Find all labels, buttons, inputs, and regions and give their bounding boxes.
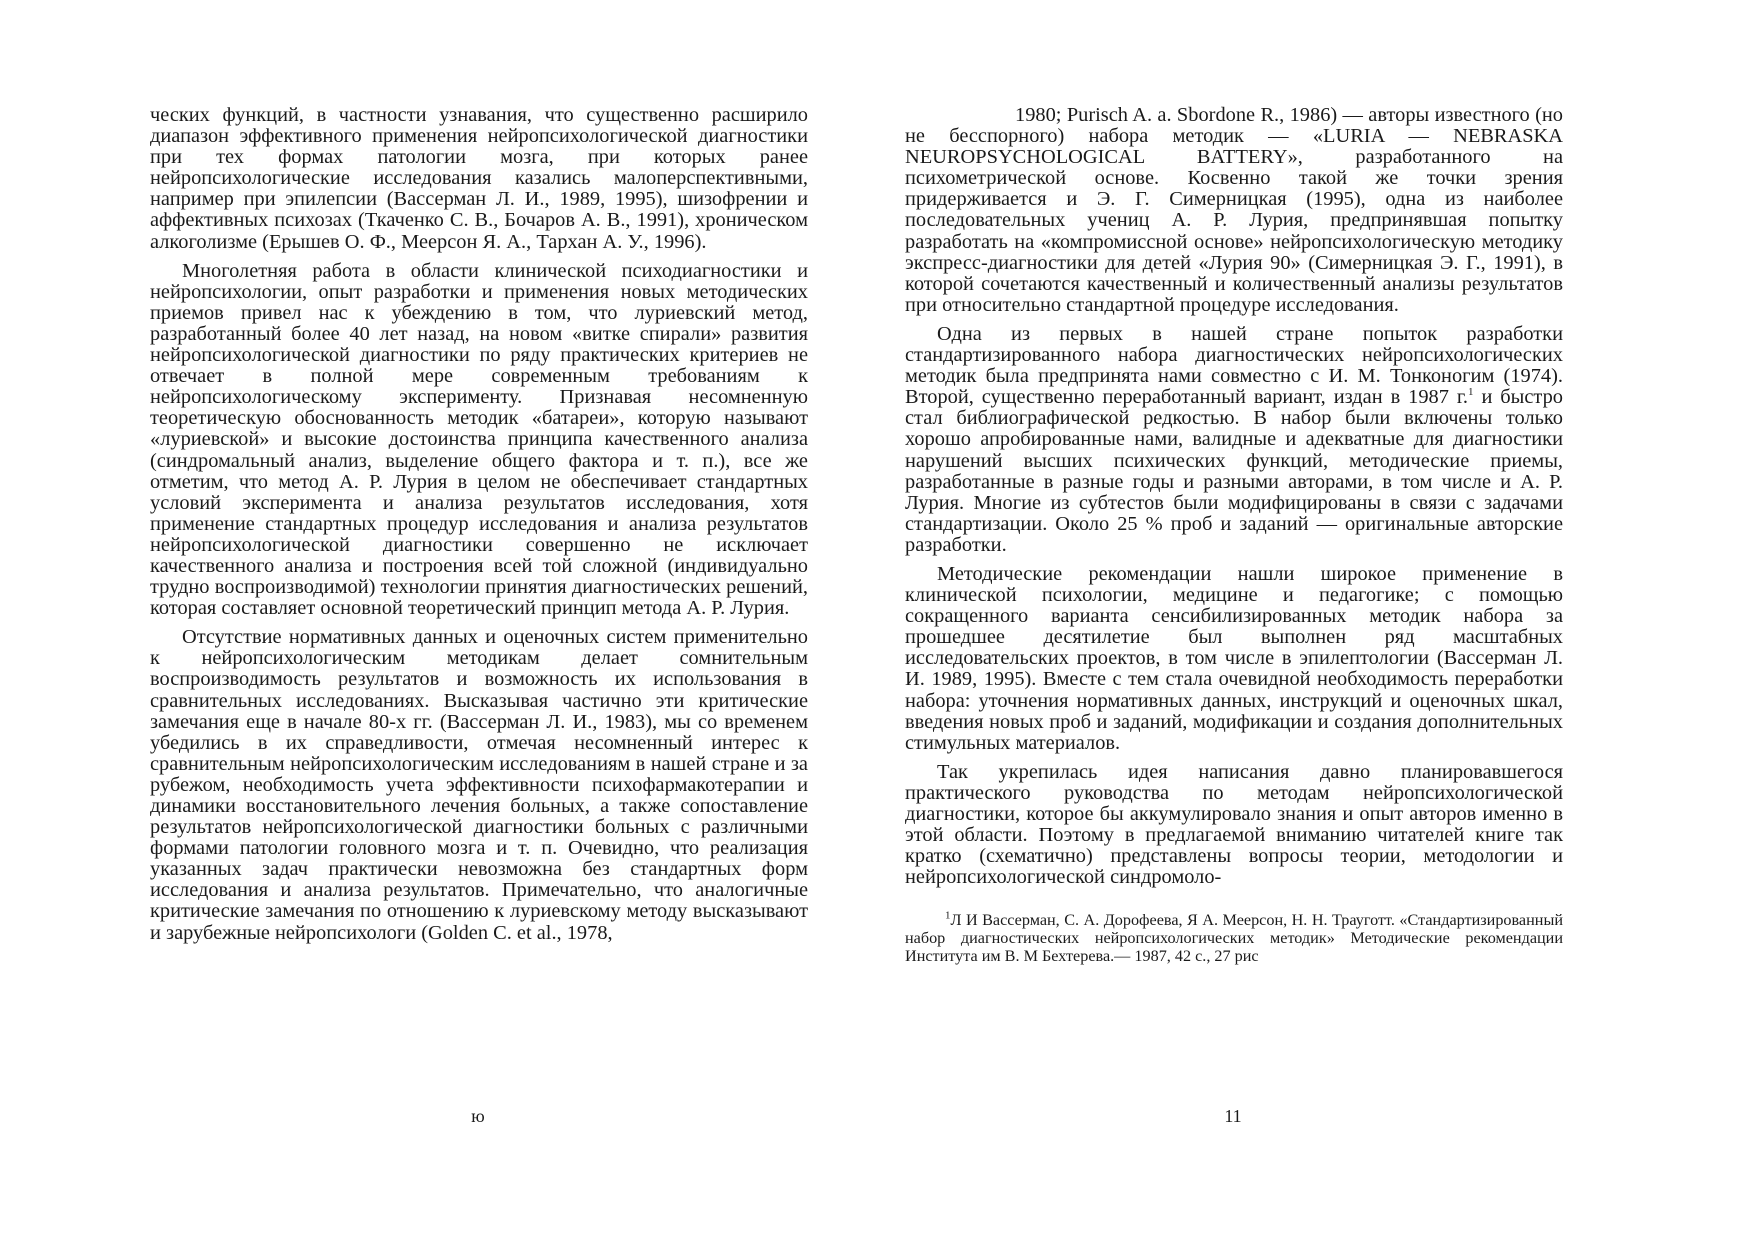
left-paragraph-3: Отсутствие нормативных данных и оценочных систем применительно к нейропсихологическим методикам делает сомнительным воспроизводимость результатов и возможность их использования в сравнительных исследованиях. Высказывая частично эти критические замечания еще в начале 80-х гг. (Вассерман Л. И., 1983), мы со временем убедились в их справедливости, отмечая несомненный интерес к сравнительным нейропсихологическим исследованиям в нашей стране и за рубежом, необходимость учета эффективности психофармакотерапии и динамики восстановительного лечения больных, а также сопоставление результатов нейропсихологической диагностики больных с различными формами патологии головного мозга и т. п. Очевидно, что реализация указанных задач практически невозможна без стандартных форм исследования и анализа результатов. Примечательно, что аналогичные критические замечания по отношению к луриевскому методу высказывают и зарубежные нейропсихологи (Golden C. et al., 1978, <box>150 626 808 944</box>
right-paragraph-1: 1980; Purisch A. a. Sbordone R., 1986) — авторы известного (но не бесспорного) набора методик — «LURIA — NEBRASKA NEUROPSYCHOLOGICAL BATTERY», разработанного на психометрической основе. Косвенно такой же точки зрения придерживается и Э. Г. Симерницкая (1995), одна из наиболее последовательных учениц А. Р. Лурия, предпринявшая попытку разработать на «компромиссной основе» нейропсихологическую методику экспресс-диагностики для детей «Лурия 90» (Симерницкая Э. Г., 1991), в которой сочетаются качественный и количественный анализы результатов при относительно стандартной процедуре исследования. <box>905 104 1563 316</box>
right-page <box>905 105 1563 965</box>
footnote <box>905 909 1563 965</box>
right-paragraph-2-text-a: Одна из первых в нашей стране попыток разработки стандартизированного набора диагностических нейропсихологических методик была предпринята нами совместно с И. М. Тонконогим (1974). Второй, существенно переработанный вариант, издан в 1987 г. <box>905 322 1563 409</box>
footnote-text: Л И Вассерман, С. А. Дорофеева, Я А. Меерсон, Н. Н. Трауготт. «Стандартизированный набор диагностических нейропсихологических методик» Методические рекомендации Института им В. М Бехтерева.— 1987, 42 с., 27 рис <box>905 911 1563 965</box>
left-paragraph-2: Многолетняя работа в области клинической психодиагностики и нейропсихологии, опыт разработки и применения новых методических приемов привел нас к убеждению в том, что луриевский метод, разработанный более 40 лет назад, на новом «витке спирали» развития нейропсихологической диагностики по ряду практических критериев не отвечает в полной мере современным требованиям к нейропсихологическому эксперименту. Признавая несомненную теоретическую обоснованность методик «батареи», которую называют «луриевской» и высокие достоинства принципа качественного анализа (синдромальный анализ, выделение общего фактора и т. п.), все же отметим, что метод А. Р. Лурия в целом не обеспечивает стандартных условий эксперимента и анализа результатов исследования, хотя применение стандартных процедур исследования и анализа результатов нейропсихологической диагностики совершенно не исключает качественного анализа и построения всей той сложной (индивидуально трудно воспроизводимой) технологии принятия диагностических решений, которая составляет основной теоретический принцип метода А. Р. Лурия. <box>150 259 808 620</box>
right-paragraph-3: Методические рекомендации нашли широкое применение в клинической психологии, медицине и педагогике; с помощью сокращенного варианта сенсибилизированных методик набора за прошедшее десятилетие был выполнен ряд масштабных исследовательских проектов, в том числе в эпилептологии (Вассерман Л. И. 1989, 1995). Вместе с тем стала очевидной необходимость переработки набора: уточнения нормативных данных, инструкций и оценочных шкал, введения новых проб и заданий, модификации и создания дополнительных стимульных материалов. <box>905 562 1563 754</box>
right-paragraph-4: Так укрепилась идея написания давно планировавшегося практического руководства по методам нейропсихологической диагностики, которое бы аккумулировало знания и опыт авторов именно в этой области. Поэтому в предлагаемой вниманию читателей книге так кратко (схематично) представлены вопросы теории, методологии и нейропсихологической синдромоло- <box>905 760 1563 889</box>
footnote-area <box>905 909 1563 965</box>
left-page <box>150 105 808 952</box>
right-page-number: 11 <box>1224 1106 1242 1126</box>
footnote-reference: 1 <box>1468 386 1474 399</box>
right-paragraph-2 <box>905 324 1563 556</box>
left-paragraph-1: ческих функций, в частности узнавания, что существенно расширило диапазон эффективного применения нейропсихологической диагностики при тех формах патологии мозга, при которых ранее нейропсихологические исследования казались малоперспективными, например при эпилепсии (Вассерман Л. И., 1989, 1995), шизофрении и аффективных психозах (Ткаченко С. В., Бочаров А. В., 1991), хроническом алкоголизме (Ерышев О. Ф., Меерсон Я. А., Тархан А. У., 1996). <box>150 104 808 253</box>
right-paragraph-2-text-b: и быстро стал библиографической редкостью. В набор были включены только хорошо апробированные нами, валидные и адекватные для диагностики нарушений высших психических функций, методические приемы, разработанные в разные годы и разными авторами, в том числе и А. Р. Лурия. Многие из субтестов были модифицированы в связи с задачами стандартизации. Около 25 % проб и заданий — оригинальные авторские разработки. <box>905 386 1563 556</box>
footnote-marker: 1 <box>945 909 951 922</box>
left-page-number: ю <box>471 1106 485 1126</box>
